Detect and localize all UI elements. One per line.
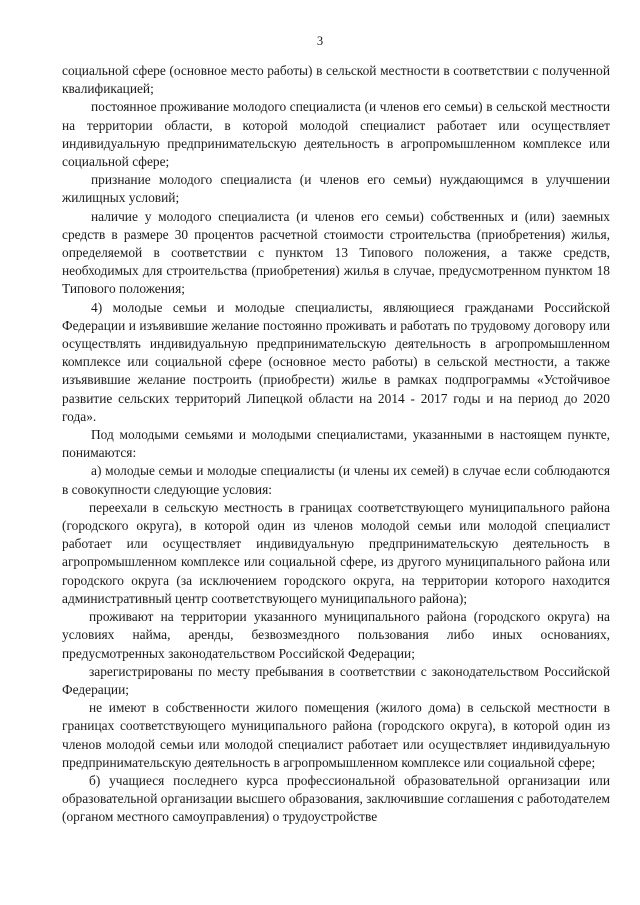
paragraph-permanent-residence: постоянное проживание молодого специалиста (и членов его семьи) в сельской местности на территории области, в которой молодой специалист работает или осуществляет индивидуальную предпринимательскую деятельность в агропромышленном комплексе или социальной сфере;	[62, 99, 610, 170]
paragraph-no-property: не имеют в собственности жилого помещения (жилого дома) в сельской местности в границах соответствующего муниципального района (городского округа), в которой один из членов молодой семьи или молодой специалист работает или осуществляет индивидуальную предпринимательскую деятельность в агропромышленном комплексе или социальной сфере;	[62, 700, 610, 770]
page-number: 3	[316, 34, 324, 48]
paragraph-item-4: 4) молодые семьи и молодые специалисты, являющиеся гражданами Российской Федерации и изъявившие желание постоянно проживать и работать по трудовому договору или осуществлять индивидуальную предпринимательскую деятельность в агропромышленном комплексе или социальной сфере (основное место работы) в сельской местности, а также изъявившие желание построить (приобрести) жилье в рамках подпрограммы «Устойчивое развитие сельских территорий Липецкой области на 2014 - 2017 годы и на период до 2020 года».	[62, 299, 610, 424]
paragraph-registered: зарегистрированы по месту пребывания в соответствии с законодательством Российской Федерации;	[62, 663, 610, 697]
paragraph-relocated: переехали в сельскую местность в границах соответствующего муниципального района (городского округа), в которой один из членов молодой семьи или молодой специалист работает или осуществляет индивидуальную предпринимательскую деятельность в агропромышленном комплексе или социальной сфере, из другого муниципального района или городского округа (за исключением городского округа, на территории которого находится административный центр соответствующего муниципального района);	[62, 499, 610, 606]
paragraph-housing-need: признание молодого специалиста (и членов его семьи) нуждающимся в улучшении жилищных условий;	[62, 172, 610, 206]
paragraph-reside-lease: проживают на территории указанного муниципального района (городского округа) на условиях найма, аренды, безвозмездного пользования либо иных основаниях, предусмотренных законодательством Российской Федерации;	[62, 609, 610, 661]
paragraph-subitem-b: б) учащиеся последнего курса профессиональной образовательной организации или образовательной организации высшего образования, заключившие соглашения с работодателем (органом местного самоуправления) о трудоустройстве	[62, 772, 610, 825]
paragraph-own-funds: наличие у молодого специалиста (и членов его семьи) собственных и (или) заемных средств в размере 30 процентов расчетной стоимости строительства (приобретения) жилья, определяемой в соответствии с пунктом 13 Типового положения, а также средств, необходимых для строительства (приобретения) жилья в случае, предусмотренном пунктом 18 Типового положения;	[62, 208, 610, 297]
paragraph-continuation: социальной сфере (основное место работы) в сельской местности в соответствии с полученной квалификацией;	[62, 63, 610, 97]
paragraph-subitem-a: а) молодые семьи и молодые специалисты (и члены их семей) в случае если соблюдаются в совокупности следующие условия:	[62, 463, 610, 497]
paragraph-definitions-intro: Под молодыми семьями и молодыми специалистами, указанными в настоящем пункте, понимаются:	[62, 427, 610, 461]
document-body	[62, 62, 610, 827]
